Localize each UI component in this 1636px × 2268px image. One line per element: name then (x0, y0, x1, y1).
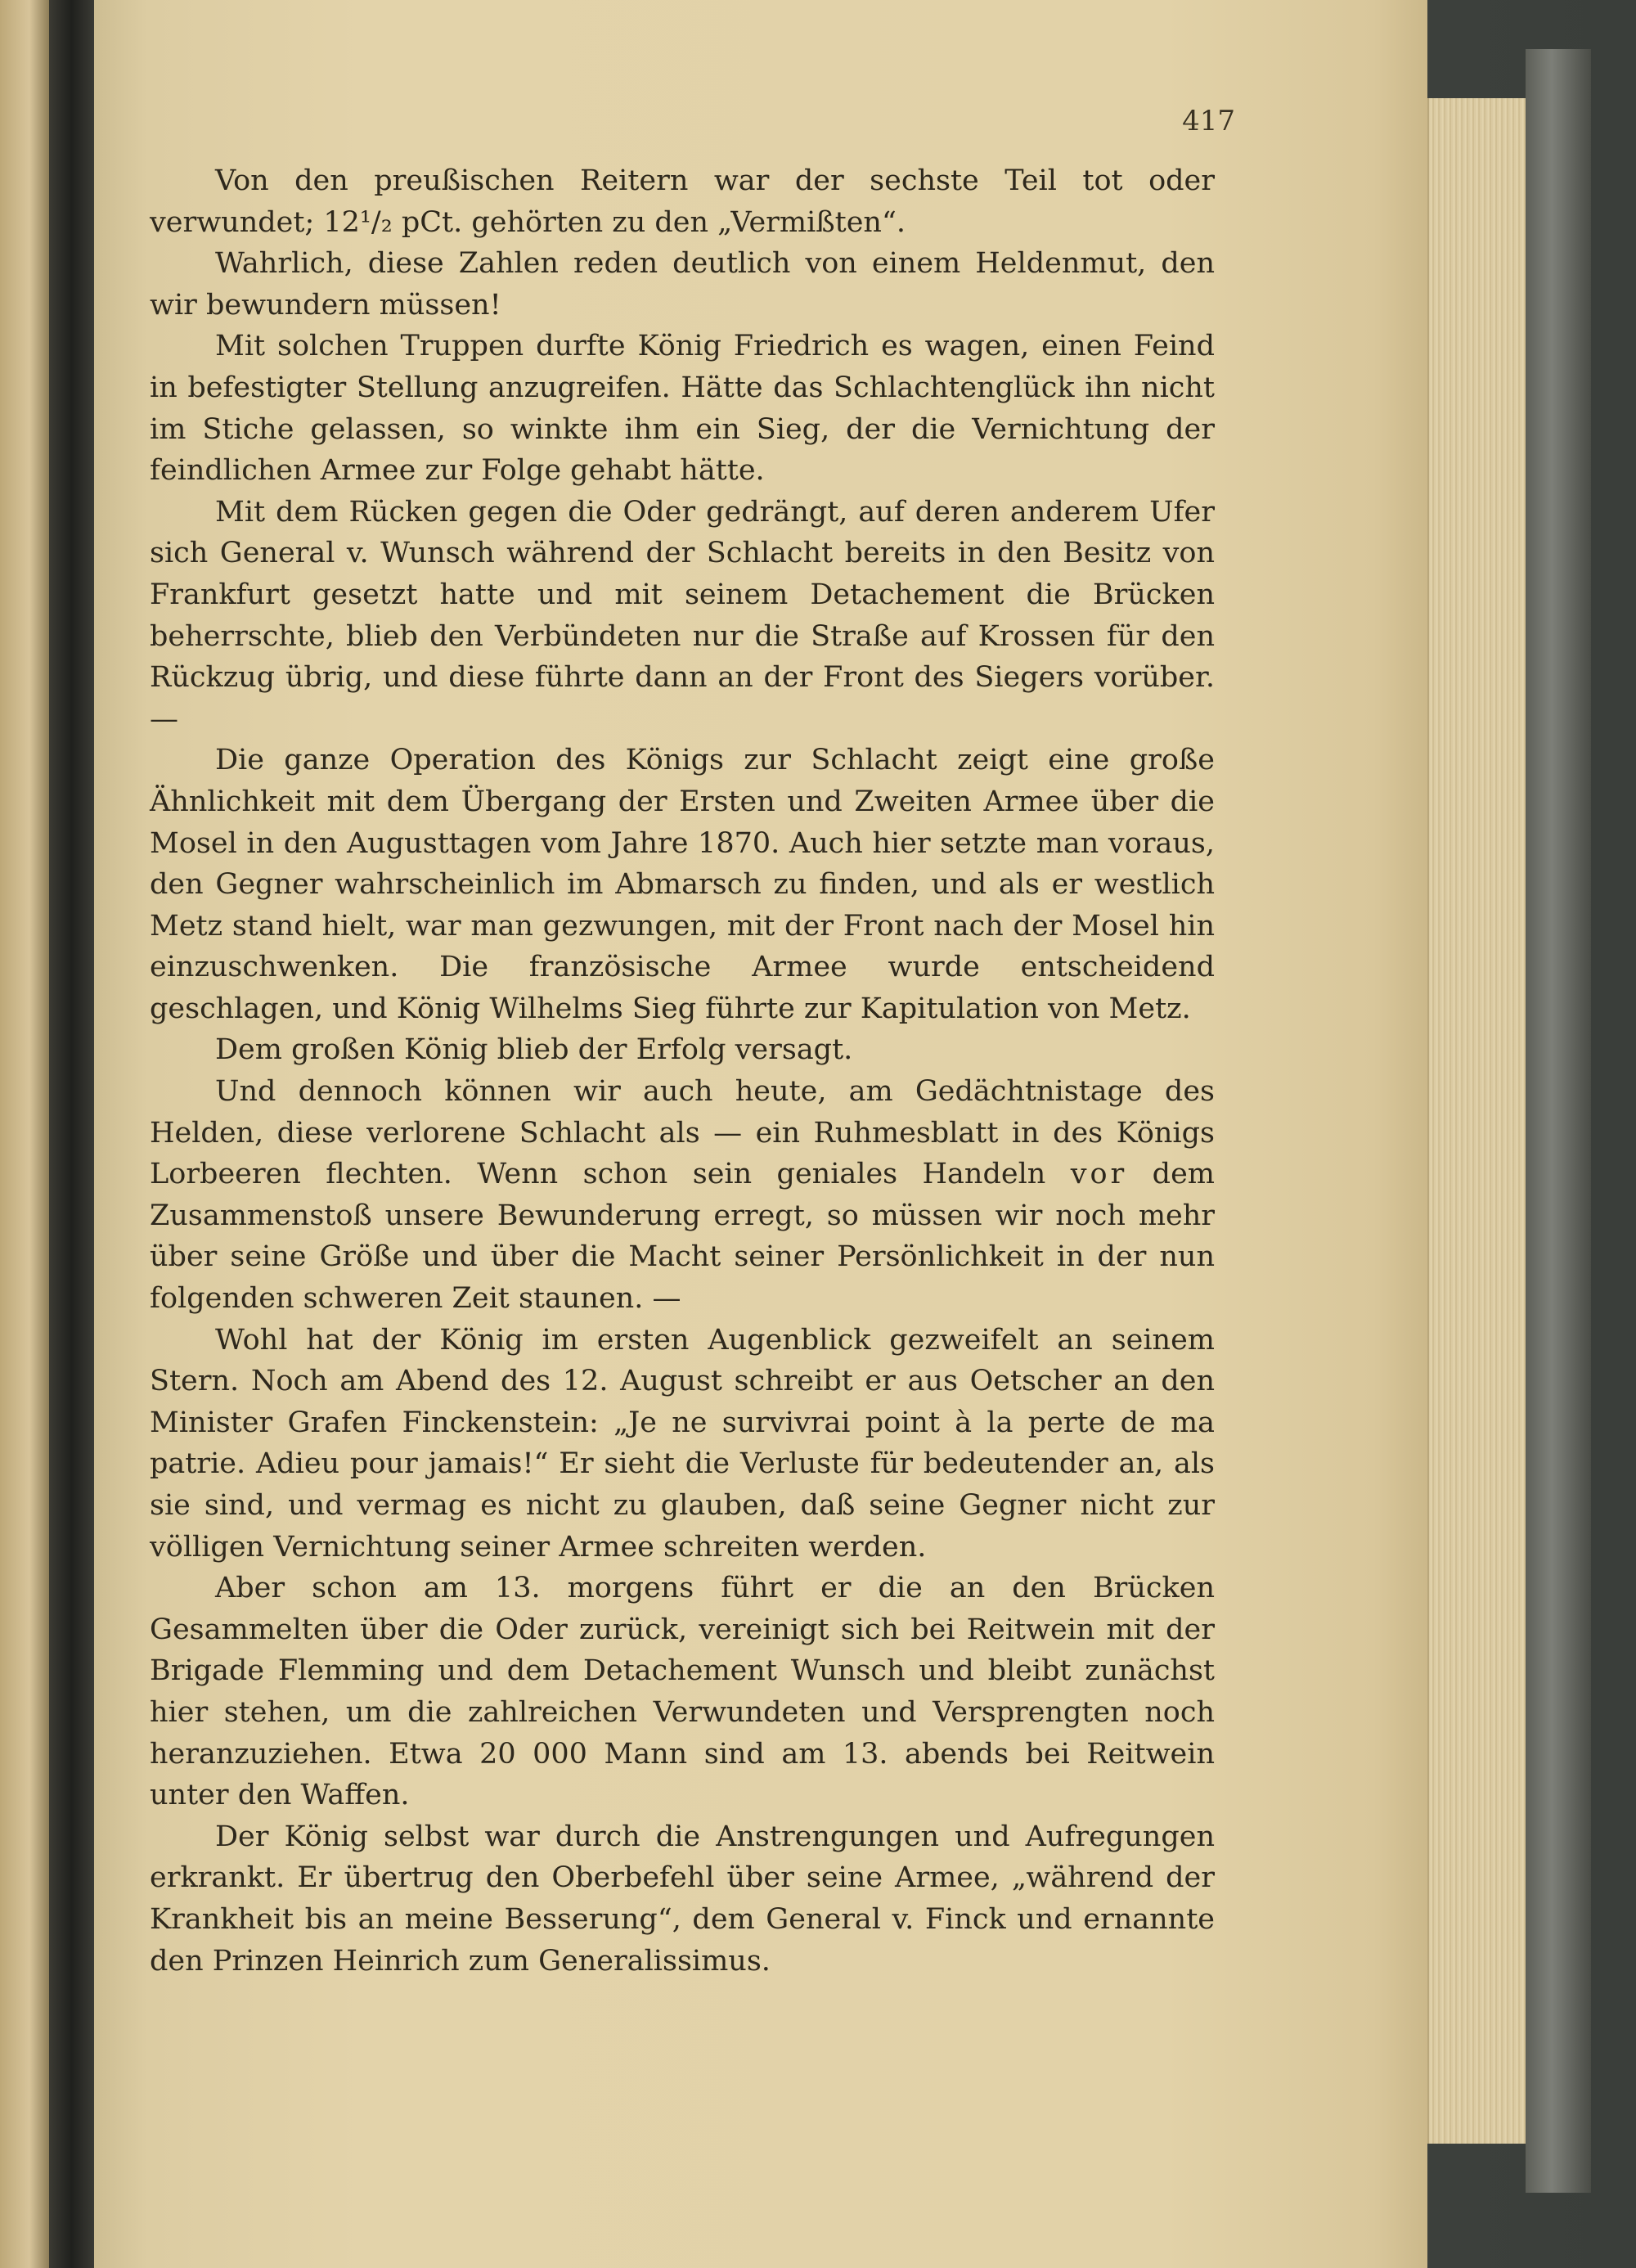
paragraph-text: Und dennoch können wir auch heute, am Gedächtnistage des Helden, diese verlorene Schlacht als — ein Ruhmesblatt in des Königs Lorbeeren flechten. Wenn schon sein geniales Handeln (150, 1075, 1215, 1191)
page-text (150, 160, 1215, 1982)
book-cover-edge (1526, 49, 1591, 2193)
paragraph: Wahrlich, diese Zahlen reden deutlich von einem Heldenmut, den wir bewundern müssen! (150, 247, 1215, 322)
paragraph-text: Er sieht die Verluste für bedeutender an, als sie sind, und vermag es nicht zu glauben, daß seine Gegner nicht zur völligen Vernichtung seiner Armee schreiten werden. (150, 1447, 1215, 1564)
page-stack-edges (1427, 98, 1527, 2144)
paragraph: Der König selbst war durch die Anstrengungen und Aufregungen erkrankt. Er übertrug den Oberbefehl über seine Armee, „während der Krankheit bis an meine Besserung“, dem General v. Finck und ernannte den Prinzen Heinrich zum Generalissimus. (150, 1820, 1215, 1978)
paragraph: Von den preußischen Reitern war der sechste Teil tot oder verwundet; 12¹/₂ pCt. gehörten zu den „Vermißten“. (150, 164, 1215, 239)
paragraph: Dem großen König blieb der Erfolg versagt. (215, 1033, 853, 1067)
paragraph: Mit solchen Truppen durfte König Friedrich es wagen, einen Feind in befestigter Stellung anzugreifen. Hätte das Schlachtenglück ihn nicht im Stiche gelassen, so winkte ihm ein Sieg, der die Vernichtung der feindlichen Armee zur Folge gehabt hätte. (150, 330, 1215, 488)
emphasized-word: vor (1070, 1158, 1128, 1191)
french-quote: „Je ne survivrai point à la perte de ma patrie. Adieu pour jamais!“ (150, 1406, 1216, 1481)
left-page-edge (0, 0, 49, 2268)
paragraph: Mit dem Rücken gegen die Oder gedrängt, auf deren anderem Ufer sich General v. Wunsch während der Schlacht bereits in den Besitz von Frankfurt gesetzt hatte und mit seinem Detachement die Brücken beherrschte, blieb den Verbündeten nur die Straße auf Krossen für den Rückzug übrig, und diese führte dann an der Front des Siegers vorüber. — (150, 495, 1215, 736)
page-number: 417 (1182, 105, 1235, 137)
book-gutter (49, 0, 94, 2268)
paragraph (150, 1071, 1215, 1320)
paragraph-text: Wohl hat der König im ersten Augenblick gezweifelt an seinem Stern. Noch am Abend des 12. August schreibt er aus Oetscher an den Minister Grafen Finckenstein: (150, 1323, 1215, 1439)
paragraph-text: dem Zusammenstoß unsere Bewunderung erregt, so müssen wir noch mehr über seine Größe und über die Macht seiner Persönlichkeit in der nun folgenden schweren Zeit staunen. — (150, 1158, 1215, 1316)
paragraph (150, 1320, 1215, 1568)
paragraph: Aber schon am 13. morgens führt er die an den Brücken Gesammelten über die Oder zurück, vereinigt sich bei Reitwein mit der Brigade Flemming und dem Detachement Wunsch und bleibt zunächst hier stehen, um die zahlreichen Verwundeten und Versprengten noch heranzuziehen. Etwa 20 000 Mann sind am 13. abends bei Reitwein unter den Waffen. (150, 1572, 1215, 1812)
paragraph: Die ganze Operation des Königs zur Schlacht zeigt eine große Ähnlichkeit mit dem Übergang der Ersten und Zweiten Armee über die Mosel in den Augusttagen vom Jahre 1870. Auch hier setzte man voraus, den Gegner wahrscheinlich im Abmarsch zu finden, und als er westlich Metz stand hielt, war man gezwungen, mit der Front nach der Mosel hin einzuschwenken. Die französische Armee wurde entscheidend geschlagen, und König Wilhelms Sieg führte zur Kapitulation von Metz. (150, 744, 1215, 1025)
